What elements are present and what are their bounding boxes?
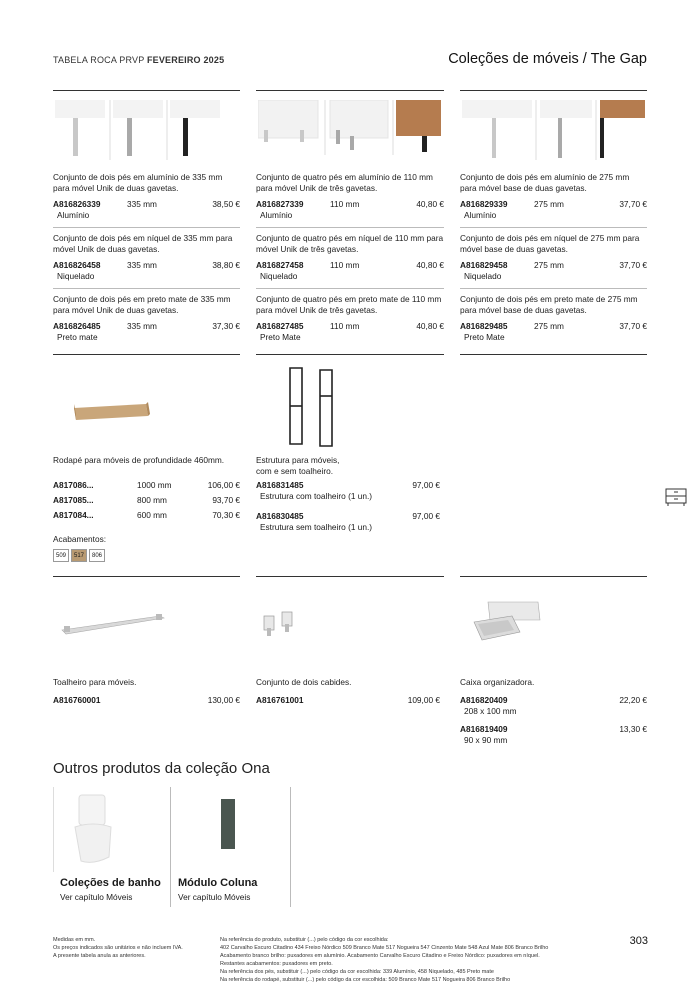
footer-notes: Medidas em mm. Os preços indicados são unitários e não incluem IVA. A presente tabela anula as anteriores.	[53, 937, 183, 959]
swatch-517: 517	[71, 549, 87, 562]
page-title: Coleções de móveis / The Gap	[448, 51, 647, 67]
divider	[256, 576, 444, 577]
catalog-title: TABELA ROCA PRVP FEVEREIRO 2025	[53, 55, 225, 65]
plinth-section: Rodapé para móveis de profundidade 460mm. A817086... 1000 mm 106,00 € A817085... 800 mm 93,70 € A817084... 600 mm 70,30 € Acabamentos: 509 517 806	[53, 455, 240, 562]
table-row: A817086... 1000 mm 106,00 €	[53, 480, 240, 490]
organizer-image	[468, 598, 548, 648]
product-item: Conjunto de quatro pés em preto mate de 110 mm para móvel Unik de três gavetas. A816827485 110 mm 40,80 € Preto Mate	[256, 294, 444, 342]
swatch-509: 509	[53, 549, 69, 562]
table-row: A816830485 97,00 €	[256, 511, 440, 521]
product-item: Conjunto de dois pés em preto mate de 335 mm para móvel Unik de duas gavetas. A816826485 335 mm 37,30 € Preto mate	[53, 294, 240, 342]
divider	[53, 354, 240, 355]
product-item: Conjunto de quatro pés em níquel de 110 mm para móvel Unik de três gavetas. A816827458 110 mm 40,80 € Niquelado	[256, 233, 444, 281]
column-feet-110	[256, 172, 444, 342]
towel-rail-section: Toalheiro para móveis. A816760001 130,00 €	[53, 677, 240, 705]
feet-110-image	[258, 100, 443, 155]
finish-swatches	[53, 549, 240, 562]
structure-image	[282, 366, 342, 448]
divider	[256, 90, 444, 91]
divider	[460, 354, 647, 355]
column-feet-335	[53, 172, 240, 342]
product-item: Conjunto de dois pés em níquel de 275 mm para móvel base de duas gavetas. A816829458 275 mm 37,70 € Niquelado	[460, 233, 647, 281]
table-row: A817084... 600 mm 70,30 €	[53, 510, 240, 520]
feet-275-image	[462, 100, 647, 160]
toilet-image	[53, 787, 171, 872]
structure-section: Estrutura para móveis, com e sem toalheiro. A816831485 97,00 € Estrutura com toalheiro (1 un.) A816830485 97,00 € Estrutura sem toalheiro (1 un.)	[256, 455, 440, 532]
hooks-image	[262, 610, 306, 640]
product-item: Conjunto de dois pés em preto mate de 275 mm para móvel base de duas gavetas. A816829485 275 mm 37,70 € Preto Mate	[460, 294, 647, 342]
product-item: Conjunto de dois pés em alumínio de 335 mm para móvel Unik de duas gavetas. A816826339 335 mm 38,50 € Alumínio	[53, 172, 240, 220]
footer-color-codes: Na referência do produto, substituir (...) pelo código da cor escolhida: 402 Carvalho Escuro Citadino 434 Freixo Nórdico 509 Branco Mate 517 Nogueira 547 Cinzento Mate 548 Azul Mate 806 Branco Brilho Acabamento branco brilho: puxadores em alumínio. Acabamento Carvalho Escuro Citadino e Freixo Nórdico: puxadores em níquel. Restantes acabamentos: puxadores em preto. Na referência dos pés, substituir (...) pelo código da cor escolhida: 339 Alumínio, 458 Niquelado, 485 Preto mate Na referência do rodapé, substituir (...) pelo código da cor escolhida: 509 Branco Mate 517 Nogueira 806 Branco Brilho	[220, 937, 549, 983]
column-unit-image	[171, 787, 291, 872]
page-number: 303	[629, 935, 648, 947]
plinth-image	[72, 400, 152, 424]
divider	[256, 354, 444, 355]
table-row: A816831485 97,00 €	[256, 480, 440, 490]
table-row: A816760001 130,00 €	[53, 695, 240, 705]
divider	[53, 90, 240, 91]
product-item: Conjunto de dois pés em alumínio de 275 mm para móvel base de duas gavetas. A816829339 275 mm 37,70 € Alumínio	[460, 172, 647, 220]
organizer-section: Caixa organizadora. A816820409 22,20 € 208 x 100 mm A816819409 13,30 € 90 x 90 mm	[460, 677, 647, 745]
table-row: A816820409 22,20 €	[460, 695, 647, 705]
table-row: A816819409 13,30 €	[460, 724, 647, 734]
card-bath-collections[interactable]: Coleções de banho Ver capítulo Móveis	[53, 787, 171, 907]
column-feet-275	[460, 172, 647, 342]
towel-rail-image	[60, 612, 170, 642]
furniture-icon	[664, 485, 688, 507]
hooks-section: Conjunto de dois cabides. A816761001 109,00 €	[256, 677, 440, 705]
table-row: A817085... 800 mm 93,70 €	[53, 495, 240, 505]
divider	[53, 576, 240, 577]
product-item: Conjunto de dois pés em níquel de 335 mm para móvel Unik de duas gavetas. A816826458 335 mm 38,80 € Niquelado	[53, 233, 240, 281]
swatch-806: 806	[89, 549, 105, 562]
card-column-module[interactable]: Módulo Coluna Ver capítulo Móveis	[171, 787, 291, 907]
divider	[460, 90, 647, 91]
table-row: A816761001 109,00 €	[256, 695, 440, 705]
section-title: Outros produtos da coleção Ona	[53, 760, 270, 777]
product-item: Conjunto de quatro pés em alumínio de 110 mm para móvel Unik de três gavetas. A816827339 110 mm 40,80 € Alumínio	[256, 172, 444, 220]
divider	[460, 576, 647, 577]
feet-335-image	[55, 100, 225, 160]
